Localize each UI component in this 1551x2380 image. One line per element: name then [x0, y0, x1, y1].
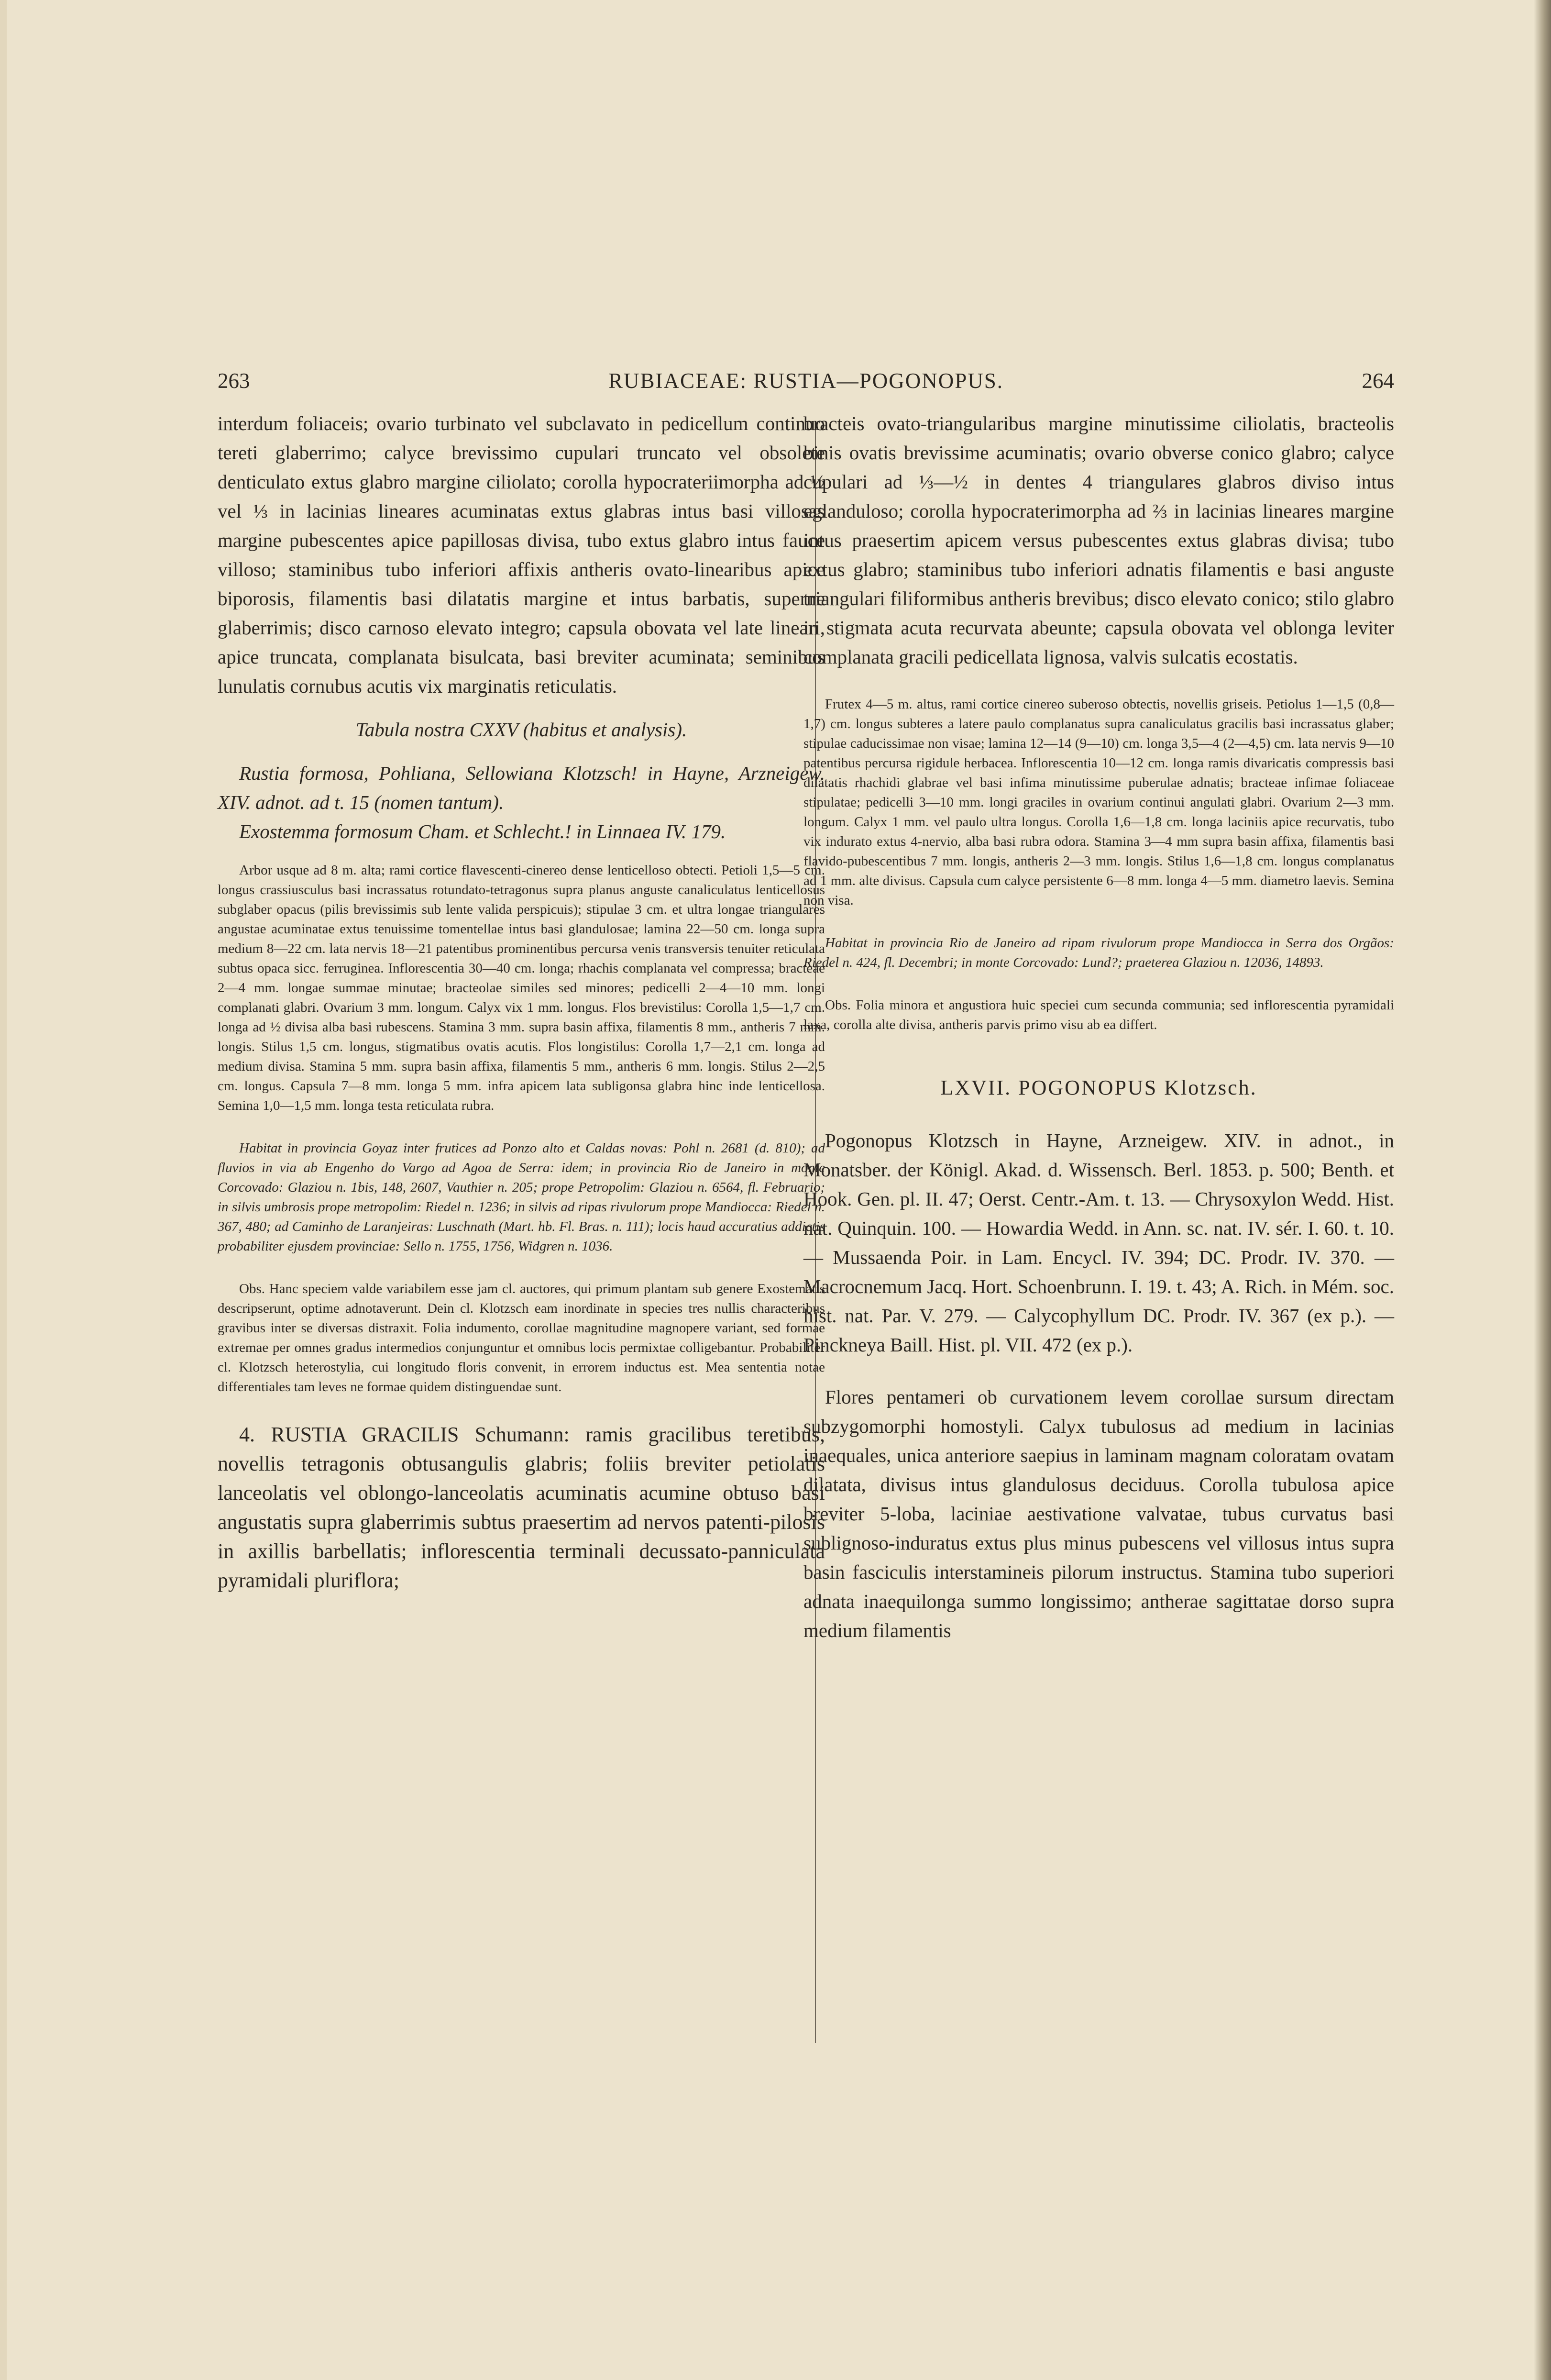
page-header [218, 368, 1394, 397]
tabula-reference: Tabula nostra CXXV (habitus et analysis). [355, 719, 687, 741]
genus-heading-pogonopus: LXVII. POGONOPUS Klotzsch. [940, 1076, 1257, 1099]
left-column [218, 409, 825, 1595]
scan-edge-shadow [1534, 0, 1551, 2380]
pogonopus-flores-description: Flores pentameri ob curvationem levem corollae sursum directam subzygomorphi homostyli. Calyx tubulosus ad medium in lacinias inaequales, unica anteriore saepius in laminam magnam coloratam ovatam dilatata, divisus intus glandulosus deciduus. Corolla tubulosa apice breviter 5-loba, laciniae aestivatione valvatae, tubus curvatus basi sublignoso-induratus extus plus minus pubescens vel villosus intus supra basin fasciculis interstamineis pilorum instructus. Stamina tubo superiori adnata inaequilonga summo longissimo; antherae sagittatae dorso supra medium filamentis [803, 1386, 1394, 1641]
observation-rustia-gracilis: Obs. Folia minora et angustiora huic speciei cum secunda communia; sed inflorescentia pyramidali laxa, corolla alte divisa, antheris parvis primo visu ab ea differt. [803, 997, 1394, 1032]
page-number-left: 263 [218, 369, 250, 393]
species-4-rustia-gracilis: 4. RUSTIA GRACILIS Schumann: ramis gracilibus teretibus, novellis tetragonis obtusangulis glabris; foliis breviter petiolatis lanceolatis vel oblongo-lanceolatis acuminatis acumine obtuso basi angustatis supra glaberrimis subtus praesertim ad nervos patenti-pilosis in axillis barbellatis; inflorescentia terminali decussato-panniculata pyramidali pluriflora; [218, 1423, 825, 1592]
synonym-exostemma: Exostemma formosum Cham. et Schlecht.! in Linnaea IV. 179. [239, 820, 726, 842]
synonym-rustia: Rustia formosa, Pohliana, Sellowiana Klotzsch! in Hayne, Arzneigew. XIV. adnot. ad t. 15 (nomen tantum). [218, 762, 825, 813]
description-rustia-gracilis: Frutex 4—5 m. altus, rami cortice cinereo suberoso obtectis, novellis griseis. Petiolus 1—1,5 (0,8—1,7) cm. longus subteres a latere paulo complanatus supra canaliculatus gracilis basi incrassatus glaber; stipulae caducissimae non visae; lamina 12—14 (9—10) cm. longa 3,5—4 (2—4,5) cm. lata nervis 9—10 patentibus percursa rigidule herbacea. Inflorescentia 10—12 cm. longa ramis divaricatis compressis basi dilatatis rhachidi glabrae vel basi infima minutissime puberulae adnatis; bracteae infimae foliaceae stipulatae; pedicelli 3—10 mm. longi graciles in ovarium continui angulati glabri. Ovarium 2—3 mm. longum. Calyx 1 mm. vel paulo ultra longus. Corolla 1,6—1,8 cm. longa laciniis apice recurvatis, tubo vix indurato extus 4-nervio, alba basi rubra odora. Stamina 3—4 mm supra basin affixa, filamentis basi flavido-pubescentibus 7 mm. longis, antheris 2—3 mm. longis. Stilus 1,6—1,8 cm. longus complanatus ad 1 mm. alte divisus. Capsula cum calyce persistente 6—8 mm. longa 4—5 mm. diametro laevis. Semina non visa. [803, 697, 1394, 908]
diagnosis-gracilis-continued: bracteis ovato-triangularibus margine minutissime ciliolatis, bracteolis binis ovatis brevissime acuminatis; ovario obverse conico glabro; calyce cupulari ad ⅓—½ in dentes 4 triangulares glabros diviso intus eglanduloso; corolla hypocraterimorpha ad ⅔ in lacinias lineares margine intus praesertim apicem versus pubescentes extus glabras divisa; tubo extus glabro; staminibus tubo inferiori adnatis filamentis e basi anguste triangulari filiformibus antheris brevibus; disco elevato conico; stilo glabro in stigmata acuta recurvata abeunte; capsula obovata vel oblonga leviter complanata gracili pedicellata lignosa, valvis sulcatis ecostatis. [803, 412, 1394, 668]
habitat-rustia-gracilis: Habitat in provincia Rio de Janeiro ad ripam rivulorum prope Mandiocca in Serra dos Orgãos: Riedel n. 424, fl. Decembri; in monte Corcovado: Lund?; praeterea Glaziou n. 12036, 14893. [803, 935, 1394, 970]
description-rustia-formosa: Arbor usque ad 8 m. alta; rami cortice flavescenti-cinereo dense lenticelloso obtecti. Petioli 1,5—5 cm. longus crassiusculus basi incrassatus rotundato-tetragonus supra planus anguste canaliculatus lenticellosus subglaber opacus (pilis brevissimis sub lente valida perspicuis); stipulae 3 cm. et ultra longae triangulares angustae acuminatae extus tenuissime tomentellae intus basi glandulosae; lamina 22—50 cm. longa supra medium 8—22 cm. lata nervis 18—21 patentibus prominentibus percursa venis transversis tenuiter reticulata subtus opaca sicc. ferruginea. Inflorescentia 30—40 cm. longa; rhachis complanata vel compressa; bracteae 2—4 mm. longae summae minutae; bracteolae similes sed minores; pedicelli 2—4—10 mm. longi complanati glabri. Ovarium 3 mm. longum. Calyx vix 1 mm. longus. Flos brevistilus: Corolla 1,5—1,7 cm. longa ad ½ divisa alba basi rubescens. Stamina 3 mm. supra basin affixa, filamentis 8 mm., antheris 7 mm. longis. Stilus 1,5 cm. longus, stigmatibus ovatis acutis. Flos longistilus: Corolla 1,7—2,1 cm. longa ad medium divisa. Stamina 5 mm. supra basin affixa, filamentis 5 mm., antheris 6 mm. longis. Stilus 2—2,5 cm. longus. Capsula 7—8 mm. longa 5 mm. infra apicem lata subligonsa glabra hinc inde lenticellosa. Semina 1,0—1,5 mm. longa testa reticulata rubra. [218, 863, 825, 1113]
binding-edge [0, 0, 7, 2380]
habitat-rustia-formosa: Habitat in provincia Goyaz inter frutices ad Ponzo alto et Caldas novas: Pohl n. 2681 (d. 810); ad fluvios in via ab Engenho do Vargo ad Agoa de Serra: idem; in provincia Rio de Janeiro in monte Corcovado: Glaziou n. 1bis, 148, 2607, Vauthier n. 205; prope Petropolim: Glaziou n. 6564, fl. Februario; in silvis umbrosis prope metropolim: Riedel n. 1236; in silvis ad ripas rivulorum prope Mandiocca: Riedel n. 367, 480; ad Caminho de Laranjeiras: Luschnath (Mart. hb. Fl. Bras. n. 111); locis haud accuratius addictis probabiliter ejusdem provinciae: Sello n. 1755, 1756, Widgren n. 1036. [218, 1140, 825, 1254]
right-column [803, 409, 1394, 1645]
diagnosis-continued: interdum foliaceis; ovario turbinato vel subclavato in pedicellum continuo tereti glaberrimo; calyce brevissimo cupulari truncato vel obsolete denticulato extus glabro margine ciliolato; corolla hypocrateriimorpha ad ½ vel ⅓ in lacinias lineares acuminatas extus glabras intus basi villosas margine pubescentes apice papillosas divisa, tubo extus glabro intus fauce villoso; staminibus tubo inferiori affixis antheris ovato-linearibus apice biporosis, filamentis basi dilatatis margine et intus barbatis, superne glaberrimis; disco carnoso elevato integro; capsula obovata vel late lineari, apice truncata, complanata bisulcata, basi breviter acuminata; seminibus lunulatis cornubus acutis vix marginatis reticulatis. [218, 412, 825, 697]
running-title: RUBIACEAE: RUSTIA—POGONOPUS. [608, 369, 1004, 393]
pogonopus-references: Pogonopus Klotzsch in Hayne, Arzneigew. XIV. in adnot., in Monatsber. der Königl. Akad. d. Wissensch. Berl. 1853. p. 500; Benth. et Hook. Gen. pl. II. 47; Oerst. Centr.-Am. t. 13. — Chrysoxylon Wedd. Hist. nat. Quinquin. 100. — Howardia Wedd. in Ann. sc. nat. IV. sér. I. 60. t. 10. — Mussaenda Poir. in Lam. Encycl. IV. 394; DC. Prodr. IV. 370. — Macrocnemum Jacq. Hort. Schoenbrunn. I. 19. t. 43; A. Rich. in Mém. soc. hist. nat. Par. V. 279. — Calycophyllum DC. Prodr. IV. 367 (ex p.). — Pinckneya Baill. Hist. pl. VII. 472 (ex p.). [803, 1129, 1394, 1356]
page-number-right: 264 [1362, 369, 1394, 393]
observation-rustia-formosa: Obs. Hanc speciem valde variabilem esse jam cl. auctores, qui primum plantam sub genere Exostematis descripserunt, optime adnotaverunt. Dein cl. Klotzsch eam inordinate in species tres nullis characteribus gravibus inter se diversas distraxit. Folia indumento, corollae magnitudine magnopere variant, sed formae extremae per omnes gradus intermedios conjunguntur et omnibus locis permixtae colligebantur. Probabiliter cl. Klotzsch heterostylia, cui longitudo floris convenit, in errorem inductus est. Mea sententia notae differentiales tam leves ne formae quidem distinguendae sunt. [218, 1281, 825, 1395]
